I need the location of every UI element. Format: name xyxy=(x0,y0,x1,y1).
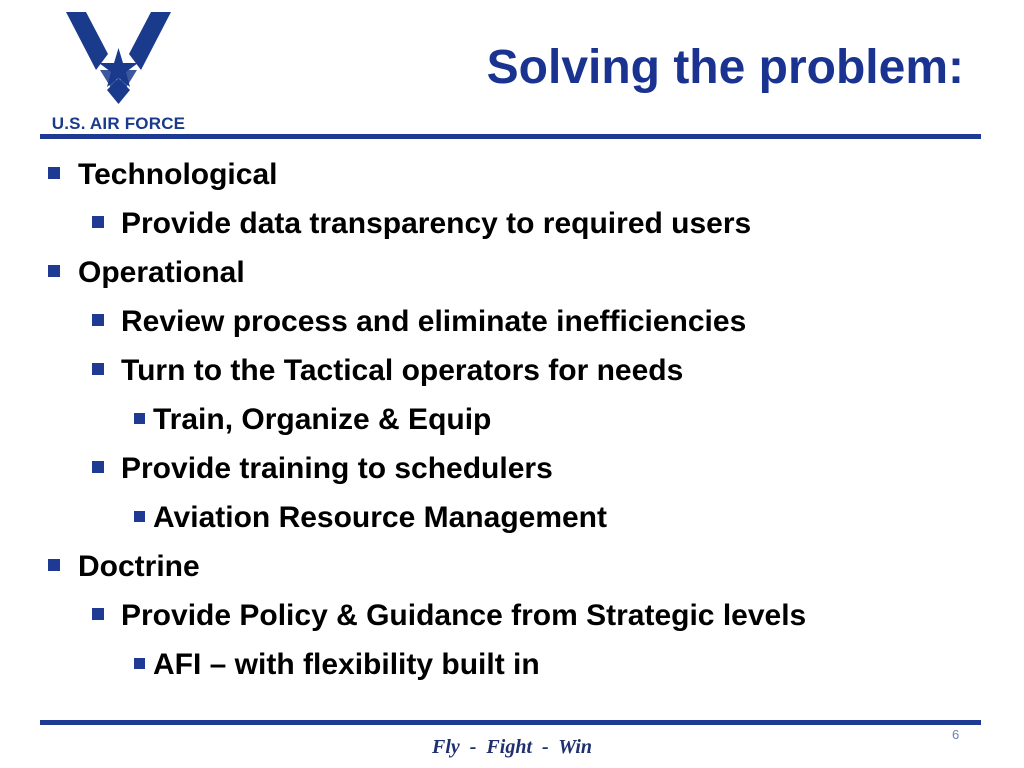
bullet-text: Turn to the Tactical operators for needs xyxy=(121,354,684,387)
air-force-logo xyxy=(36,6,201,136)
bullet-text: Operational xyxy=(78,256,245,289)
bullet-square-icon xyxy=(92,216,104,228)
bullet-square-icon xyxy=(134,658,145,669)
bullet-item xyxy=(48,550,200,584)
bullet-text: Train, Organize & Equip xyxy=(153,403,492,436)
bullet-square-icon xyxy=(48,265,60,277)
bullet-square-icon xyxy=(134,511,145,522)
air-force-wings-icon xyxy=(66,8,171,108)
bullet-text: Doctrine xyxy=(78,550,200,583)
bullet-text: Provide data transparency to required users xyxy=(121,207,752,240)
bullet-item xyxy=(92,305,746,339)
logo-wordmark: U.S. AIR FORCE xyxy=(51,114,186,133)
footer-motto: Fly - Fight - Win xyxy=(431,736,593,758)
bullet-square-icon xyxy=(92,461,104,473)
bullet-square-icon xyxy=(134,413,145,424)
bullet-square-icon xyxy=(92,608,104,620)
bullet-item xyxy=(134,648,540,682)
page-number: 6 xyxy=(952,727,960,742)
bullet-text: Provide training to schedulers xyxy=(121,452,553,485)
bullet-item xyxy=(48,158,277,192)
bullet-item xyxy=(134,501,607,535)
bullet-square-icon xyxy=(92,314,104,326)
bullet-text: AFI – with flexibility built in xyxy=(153,648,540,681)
bullet-item xyxy=(92,207,751,241)
footer-divider xyxy=(40,720,981,725)
bullet-text: Technological xyxy=(78,158,278,191)
bullet-item xyxy=(48,256,245,290)
bullet-square-icon xyxy=(48,167,60,179)
bullet-item xyxy=(92,354,683,388)
bullet-item xyxy=(92,599,806,633)
bullet-square-icon xyxy=(92,363,104,375)
slide-title: Solving the problem: xyxy=(486,41,964,94)
bullet-item xyxy=(134,403,491,437)
bullet-item xyxy=(92,452,553,486)
bullet-text: Aviation Resource Management xyxy=(153,501,607,534)
bullet-text: Provide Policy & Guidance from Strategic levels xyxy=(121,599,807,632)
bullet-square-icon xyxy=(48,559,60,571)
bullet-text: Review process and eliminate inefficiencies xyxy=(121,305,747,338)
header-divider xyxy=(40,134,981,139)
